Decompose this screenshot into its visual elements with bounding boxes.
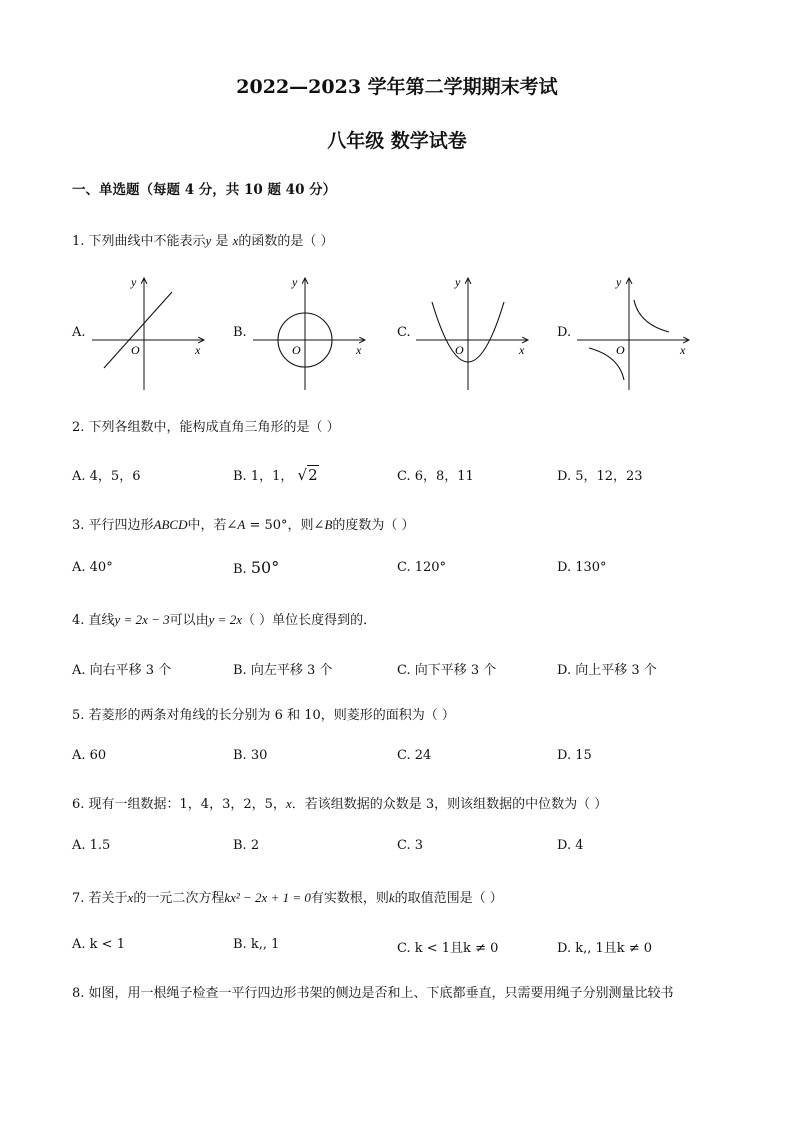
q7-text-a: 7. 若关于	[72, 891, 128, 906]
q4-option-a: A. 向右平移 3 个	[72, 663, 172, 678]
q7-text-d: 的取值范围是（ ）	[394, 891, 503, 906]
q3-angle-b: B	[324, 517, 333, 532]
q3-angle-a: A	[237, 517, 246, 532]
q7-text-b: 的一元二次方程	[133, 891, 225, 906]
question-5: 5. 若菱形的两条对角线的长分别为 6 和 10，则菱形的面积为（ ）	[72, 708, 455, 723]
q5-option-a: A. 60	[72, 748, 107, 763]
q1-text-a: 1. 下列曲线中不能表示	[72, 234, 206, 249]
question-2: 2. 下列各组数中，能构成直角三角形的是（ ）	[72, 420, 340, 435]
graph-a-origin: O	[131, 343, 140, 357]
q5-option-c: C. 24	[397, 748, 432, 763]
graph-a-line	[88, 272, 213, 397]
q3-text-a: 3. 平行四边形	[72, 518, 154, 533]
question-4	[72, 609, 376, 628]
graph-c-y-label: y	[455, 275, 461, 289]
graph-c-x-label: x	[519, 343, 525, 357]
graph-d-y-label: y	[616, 275, 622, 289]
graph-b-circle	[249, 272, 374, 397]
q2-option-b	[233, 465, 319, 484]
question-8: 8. 如图，用一根绳子检查一平行四边形书架的侧边是否和上、下底都垂直，只需要用绳子分别测量比较书	[72, 986, 674, 1001]
graph-c-parabola	[412, 272, 537, 397]
q3-option-c: C. 120°	[397, 560, 447, 575]
q4-option-c: C. 向下平移 3 个	[397, 663, 497, 678]
q1-label-a: A.	[72, 325, 86, 340]
question-1	[72, 230, 334, 249]
question-7	[72, 887, 503, 906]
exam-subtitle: 八年级 数学试卷	[327, 130, 467, 152]
q1-var-x: x	[232, 233, 239, 248]
q2-option-b-text: B. 1，1，	[233, 469, 294, 484]
graph-d-hyperbola	[573, 272, 698, 397]
q7-equation: kx² − 2x + 1 = 0	[224, 890, 311, 905]
graph-a-y-label: y	[131, 275, 137, 289]
q3-option-d: D. 130°	[557, 560, 607, 575]
q3-option-b-label: B.	[233, 562, 251, 577]
graph-b-origin: O	[292, 343, 301, 357]
q4-text-c: （ ）单位长度得到的．	[241, 613, 377, 628]
q3-option-a: A. 40°	[72, 560, 113, 575]
q5-option-b: B. 30	[233, 748, 268, 763]
q7-option-c: C. k < 1且k ≠ 0	[397, 941, 499, 956]
q3-option-b	[233, 558, 279, 577]
q1-text-c: 的函数的是（ ）	[238, 234, 334, 249]
q2-option-c: C. 6，8，11	[397, 469, 474, 484]
q3-shape: ABCD	[153, 517, 188, 532]
q7-option-a: A. k < 1	[72, 937, 125, 952]
question-3	[72, 514, 415, 533]
q7-option-d: D. k,, 1且k ≠ 0	[557, 941, 653, 956]
q1-text-b: 是	[215, 234, 229, 249]
q3-option-b-value: 50°	[250, 558, 280, 577]
graph-c-origin: O	[455, 343, 464, 357]
q4-eq1: y = 2x − 3	[114, 612, 170, 627]
q7-var-k: k	[388, 890, 395, 905]
q1-var-y: y	[205, 233, 212, 248]
q6-option-d: D. 4	[557, 838, 584, 853]
graph-a-x-label: x	[195, 343, 201, 357]
q4-text-a: 4. 直线	[72, 613, 115, 628]
q4-text-b: 可以由	[169, 613, 209, 628]
q6-option-a: A. 1.5	[72, 838, 111, 853]
q5-option-d: D. 15	[557, 748, 592, 763]
q6-text-b: ．若该组数据的众数是 3，则该组数据的中位数为（ ）	[291, 797, 608, 812]
q1-label-d: D.	[557, 325, 572, 340]
q7-var-x: x	[127, 890, 134, 905]
q1-label-b: B.	[233, 325, 247, 340]
q7-text-c: 有实数根，则	[310, 891, 389, 906]
q3-text-b: 中，若∠	[187, 518, 238, 533]
graph-d-x-label: x	[680, 343, 686, 357]
q2-sqrt-value: 2	[308, 466, 318, 484]
graph-b-y-label: y	[292, 275, 298, 289]
q7-option-b: B. k,, 1	[233, 937, 280, 952]
q2-option-d: D. 5，12，23	[557, 469, 643, 484]
q4-option-d: D. 向上平移 3 个	[557, 663, 657, 678]
graph-d-origin: O	[616, 343, 625, 357]
q4-option-b: B. 向左平移 3 个	[233, 663, 333, 678]
q6-option-c: C. 3	[397, 838, 424, 853]
q3-text-d: 的度数为（ ）	[332, 518, 415, 533]
q4-eq2: y = 2x	[208, 612, 242, 627]
section-heading: 一、单选题（每题 4 分，共 10 题 40 分）	[72, 182, 337, 198]
sqrt-icon: √2	[297, 466, 318, 484]
graph-b-x-label: x	[356, 343, 362, 357]
q3-text-c: = 50°，则∠	[245, 518, 325, 533]
q6-option-b: B. 2	[233, 838, 260, 853]
q1-label-c: C.	[397, 325, 411, 340]
q6-var-x: x	[285, 796, 292, 811]
exam-title: 2022—2023 学年第二学期期末考试	[236, 76, 558, 98]
q6-text-a: 6. 现有一组数据：1，4，3，2，5，	[72, 797, 286, 812]
question-6	[72, 793, 607, 812]
q2-option-a: A. 4，5，6	[72, 469, 141, 484]
